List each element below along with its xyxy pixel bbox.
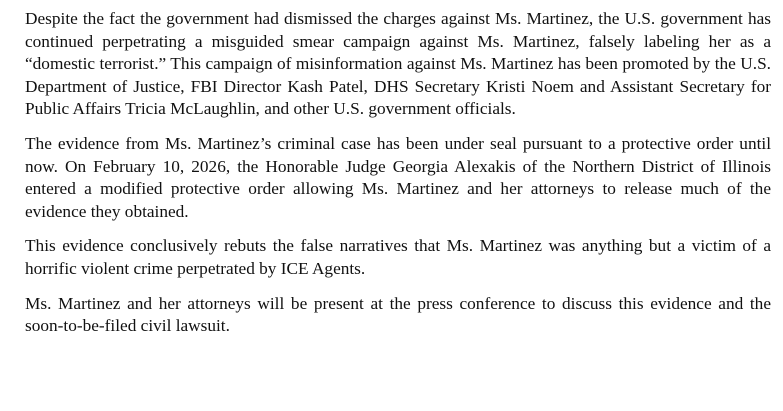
paragraph-evidence-rebuts: This evidence conclusively rebuts the false narratives that Ms. Martinez was anything but a victim of a horrific violent crime perpetrated by ICE Agents.: [25, 236, 771, 278]
paragraph-press-conference: Ms. Martinez and her attorneys will be present at the press conference to discuss this evidence and the soon-to-be-filed civil lawsuit.: [25, 293, 771, 336]
paragraph-protective-order: The evidence from Ms. Martinez’s criminal case has been under seal pursuant to a protective order until now. On February 10, 2026, the Honorable Judge Georgia Alexakis of the Northern District of Illinois entered a modified protective order allowing Ms. Martinez and her attorneys to release much of the evidence they obtained.: [25, 133, 771, 221]
paragraph-smear-campaign: Despite the fact the government had dismissed the charges against Ms. Martinez, the U.S. government has continued perpetrating a misguided smear campaign against Ms. Martinez, falsely labeling her as a “domestic terrorist.” This campaign of misinformation against Ms. Martinez has been promoted by the U.S. Department of Justice, FBI Director Kash Patel, DHS Secretary Kristi Noem and Assistant Secretary for Public Affairs Tricia McLaughlin, and other U.S. government officials.: [25, 9, 771, 119]
